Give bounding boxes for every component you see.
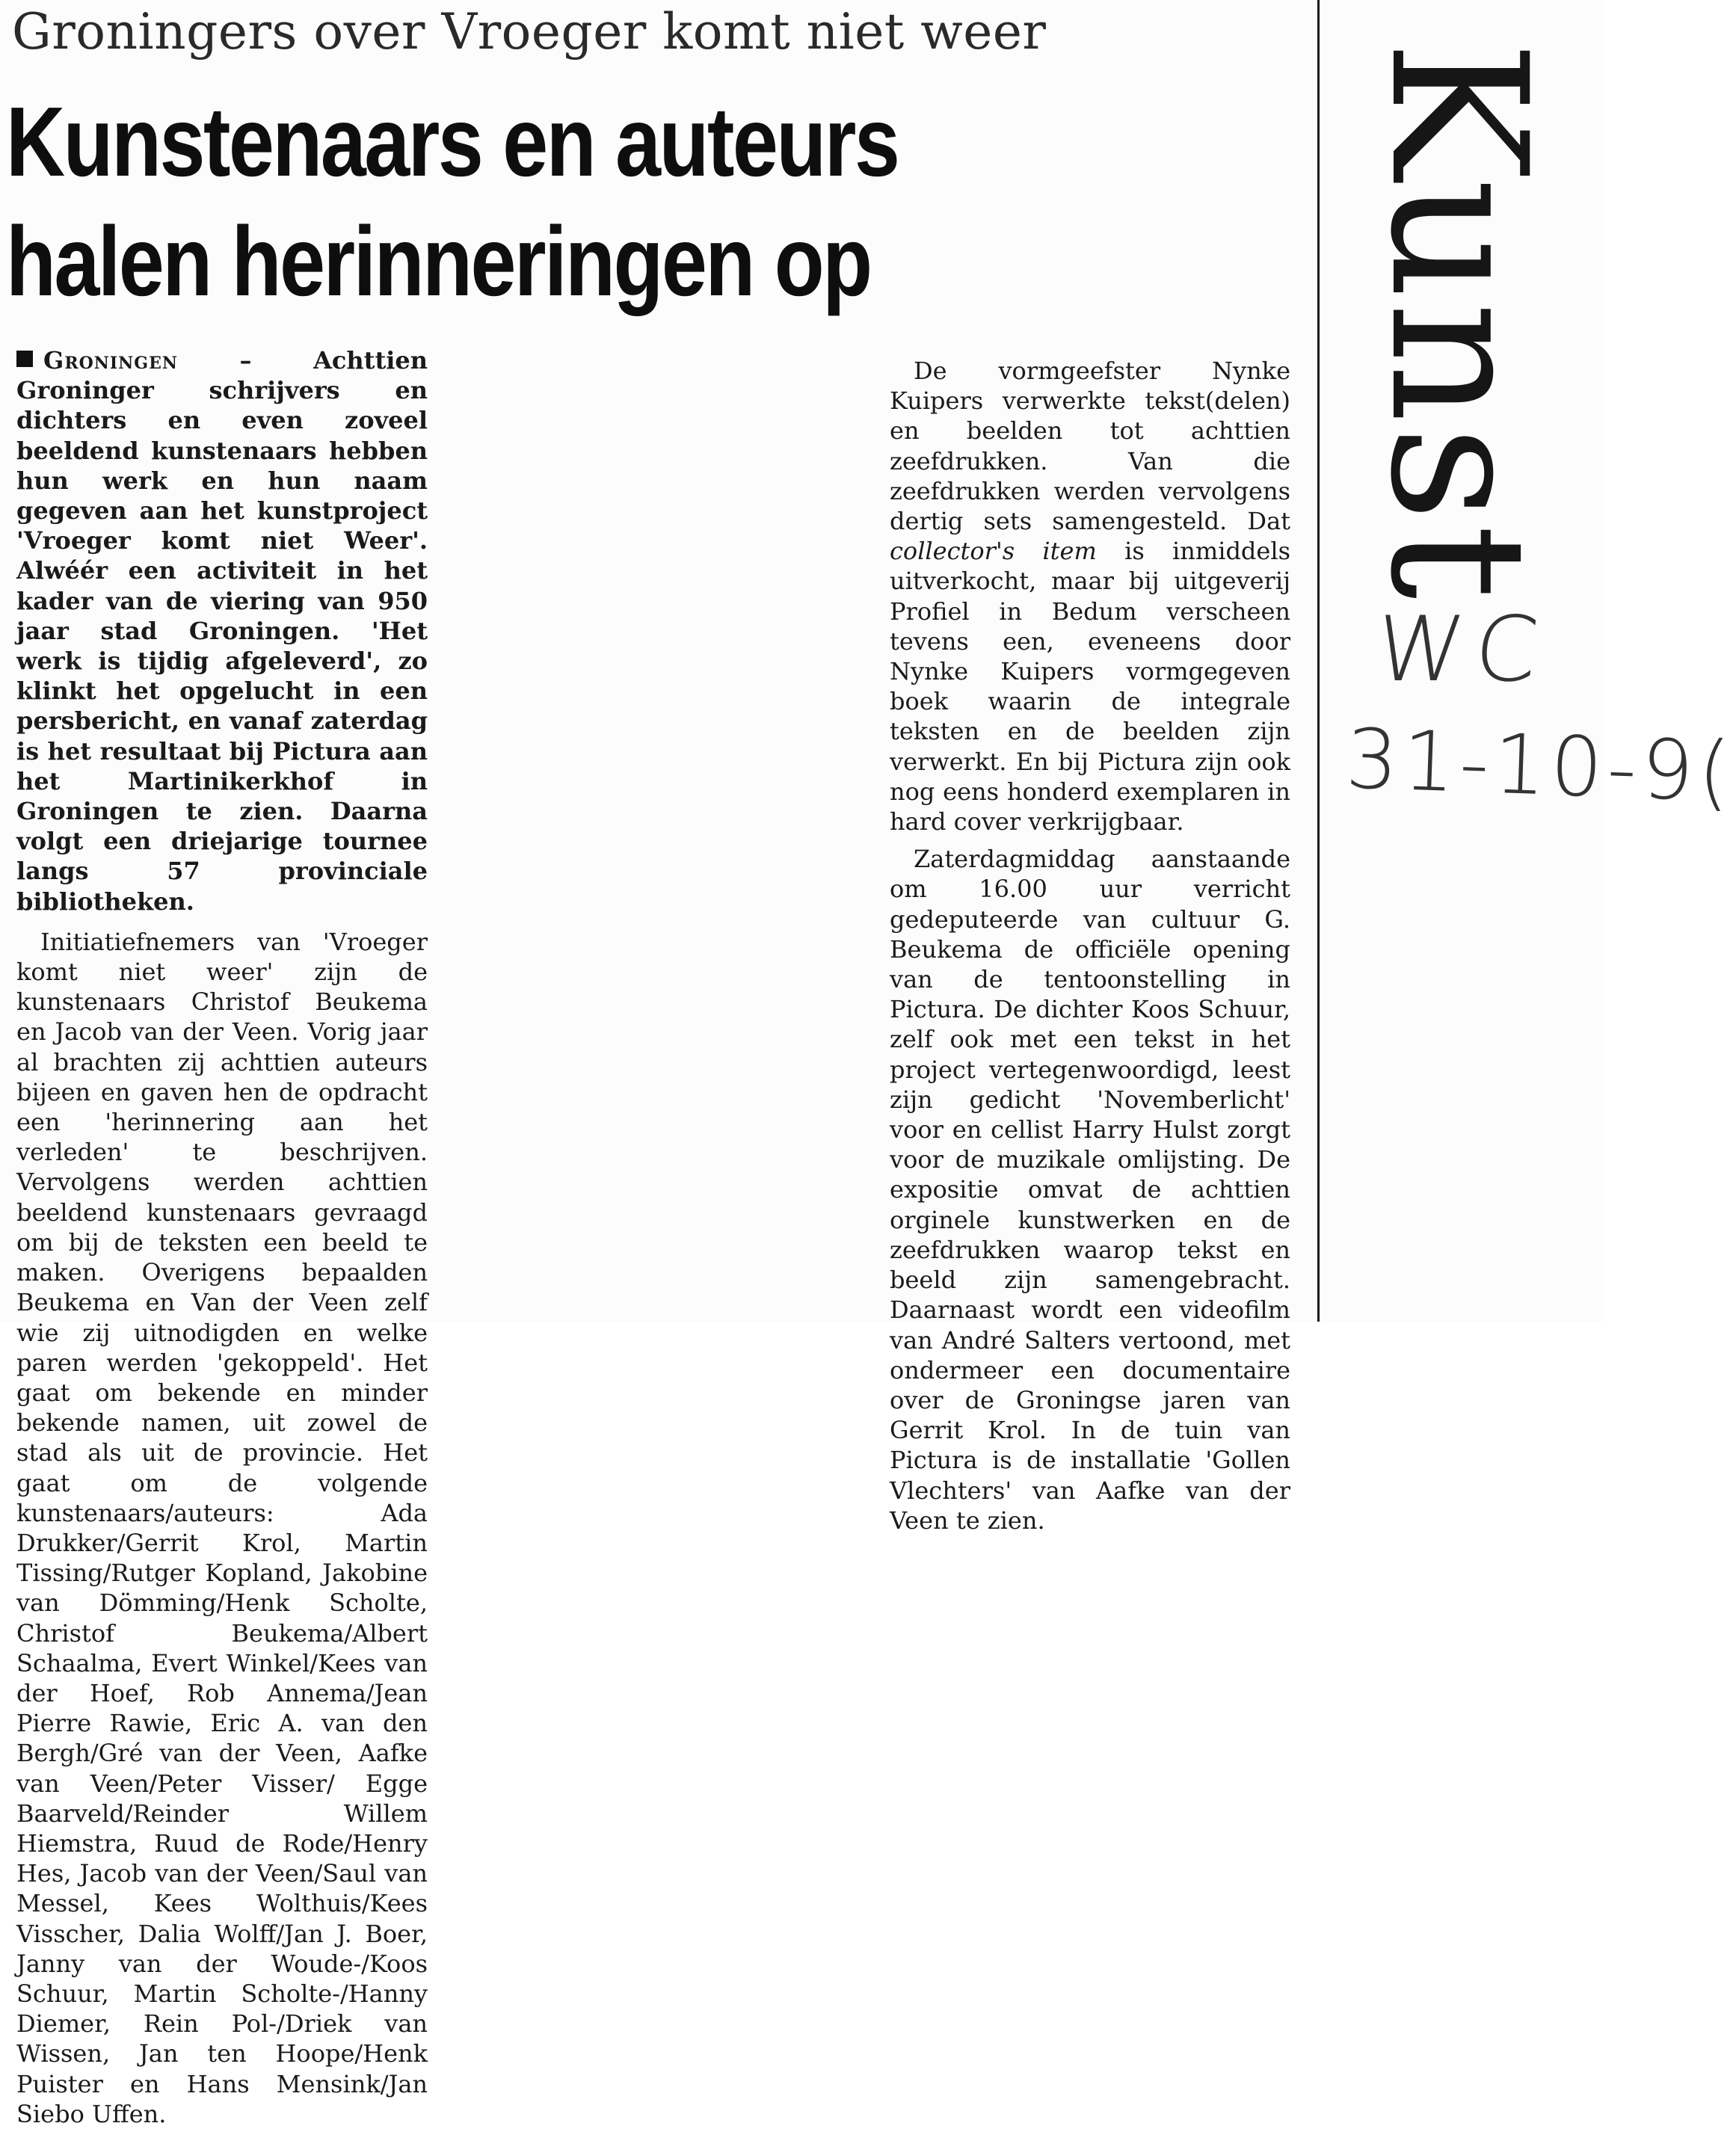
headline-line-1: Kunstenaars en auteurs — [6, 87, 899, 197]
body-paragraph-2: Initiatiefnemers van 'Vroeger komt niet weer' zijn de kunstenaars Christof Beukema en Jacob van der Veen. Vorig jaar al brachten zij achttien auteurs bijeen en gaven hen de opdracht een 'herinnering aan het verleden' te beschrijven. Vervolgens werden achttien beeldend kunstenaars gevraagd om bij de teksten een beeld te maken. Overigens bepaalden Beukema en Van der Veen zelf wie zij uitnodigden en welke paren werden 'gekoppeld'. Het gaat om bekende en minder bekende namen, uit zowel de stad als uit de provincie. Het gaat om de volgende kunstenaars/auteurs: Ada Drukker/Gerrit Krol, Martin Tissing/Rutger Kopland, Jakobine van Dömming/Henk Scholte, Christof Beukema/Albert Schaalma, Evert Winkel/Kees van der Hoef, Rob Annema/Jean Pierre Rawie, Eric A. van den Bergh/Gré van der Veen, Aafke van Veen/Peter Visser/ Egge Baarveld/Reinder Willem Hiemstra, Ruud de Rode/Henry Hes, Jacob van der Veen/Saul van Messel, Kees Wolthuis/Kees Visscher, Dalia Wolff/Jan J. Boer, Janny van der Woude-/Koos Schuur, Martin Scholte-/Hanny Diemer, Rein Pol-/Driek van Wissen, Jan ten Hoope/Henk Puister en Hans Mensink/Jan Siebo Uffen. — [16, 927, 428, 2128]
column-3 — [890, 356, 1290, 1535]
column-rule — [1317, 0, 1320, 1322]
lead-paragraph — [16, 345, 428, 916]
handwritten-date: 31-10-9( — [1343, 710, 1736, 821]
paragraph-3-text: De vormgeefster Nynke Kuipers verwerkte tekst(delen) en beelden tot achttien zeefdrukken. Van die zeefdrukken werden vervolgens dertig sets samengesteld. Dat — [890, 357, 1290, 536]
dateline: Groningen — [43, 346, 178, 375]
headline — [6, 82, 1086, 321]
body-paragraph-4: Zaterdagmiddag aanstaande om 16.00 uur verricht gedeputeerde van cultuur G. Beukema de officiële opening van de tentoonstelling in Pictura. De dichter Koos Schuur, zelf ook met een tekst in het project vertegenwoordigd, leest zijn gedicht 'Novemberlicht' voor en cellist Harry Hulst zorgt voor de muzikale omlijsting. De expositie omvat de achttien orginele kunstwerken en de zeefdrukken waarop tekst en beeld zijn samengebracht. Daarnaast wordt een videofilm van André Salters vertoond, met ondermeer een documentaire over de Groningse jaren van Gerrit Krol. In de tuin van Pictura is de installatie 'Gollen Vlechters' van Aafke van der Veen te zien. — [890, 845, 1290, 1535]
lead-text: – Achttien Groninger schrijvers en dichters en even zoveel beeldend kunstenaars hebben hun werk en hun naam gegeven aan het kunstproject 'Vroeger komt niet Weer'. Alwéér een activiteit in het kader van de viering van 950 jaar stad Groningen. 'Het werk is tijdig afgeleverd', zo klinkt het opgelucht in een persbericht, en vanaf zaterdag is het resultaat bij Pictura aan het Martinikerkhof in Groningen te zien. Daarna volgt een driejarige tournee langs 57 provinciale bibliotheken. — [16, 346, 428, 916]
kicker-line: Groningers over Vroeger komt niet weer — [12, 3, 1047, 61]
headline-line-2: halen herinneringen op — [6, 206, 871, 316]
handwritten-initials: WC — [1370, 598, 1554, 702]
body-paragraph-3 — [890, 356, 1290, 836]
column-1 — [16, 345, 428, 2129]
section-rubric — [1331, 40, 1585, 603]
rubric-label: Kunst — [1349, 40, 1567, 603]
paragraph-3-text-cont: is inmiddels uitverkocht, maar bij uitgeverij Profiel in Bedum verscheen tevens een, eveneens door Nynke Kuipers vormgegeven boek waarin de integrale teksten en de beelden zijn verwerkt. En bij Pictura zijn ook nog eens honderd exemplaren in hard cover verkrijgbaar. — [890, 537, 1291, 836]
square-bullet-icon — [16, 351, 33, 367]
italic-term: collector's item — [890, 537, 1097, 566]
